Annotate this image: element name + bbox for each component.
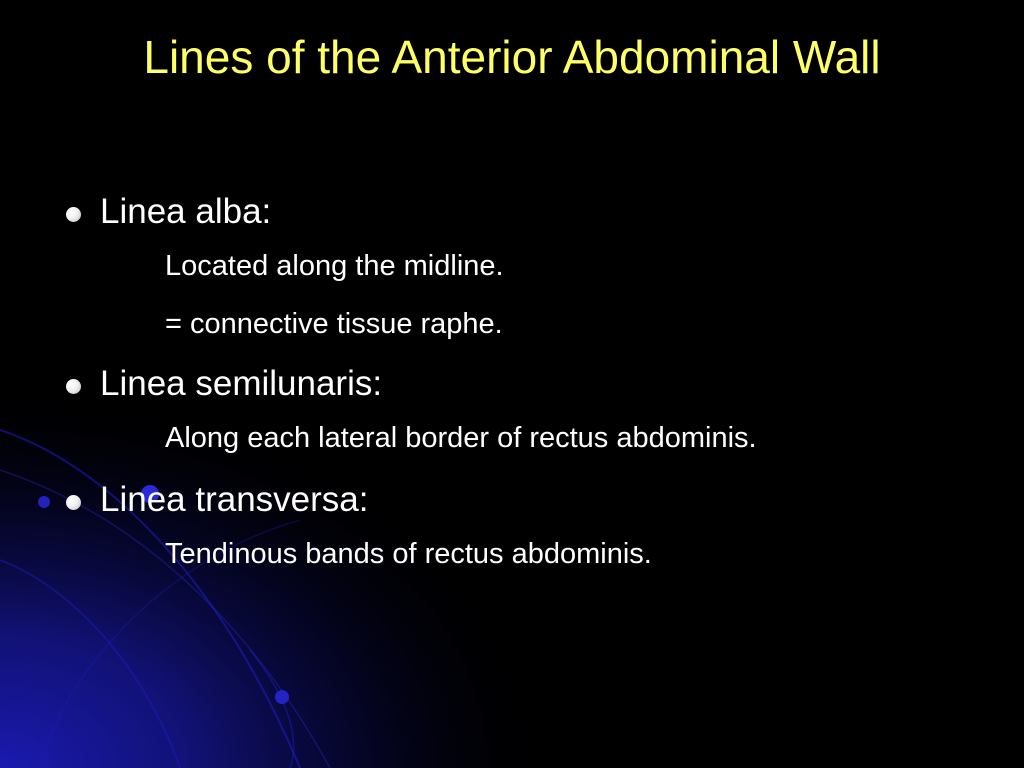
bullet-item <box>62 190 962 234</box>
bullet-item <box>62 362 962 406</box>
bullet-detail: Along each lateral border of rectus abdominis. <box>165 422 757 454</box>
bullet-detail: = connective tissue raphe. <box>165 308 503 340</box>
bullet-label: Linea transversa: <box>100 480 369 519</box>
decor-dot <box>38 496 50 508</box>
bullet-list <box>62 190 962 572</box>
slide-title: Lines of the Anterior Abdominal Wall <box>143 31 881 83</box>
bullet-detail: Tendinous bands of rectus abdominis. <box>165 538 652 570</box>
bullet-dot-icon <box>66 207 81 222</box>
bullet-label: Linea semilunaris: <box>100 364 383 403</box>
bullet-label: Linea alba: <box>100 192 272 231</box>
bullet-detail: Located along the midline. <box>165 250 504 282</box>
decor-dot <box>275 690 289 704</box>
bullet-dot-icon <box>66 379 81 394</box>
bullet-dot-icon <box>66 495 81 510</box>
bullet-item <box>62 478 962 522</box>
